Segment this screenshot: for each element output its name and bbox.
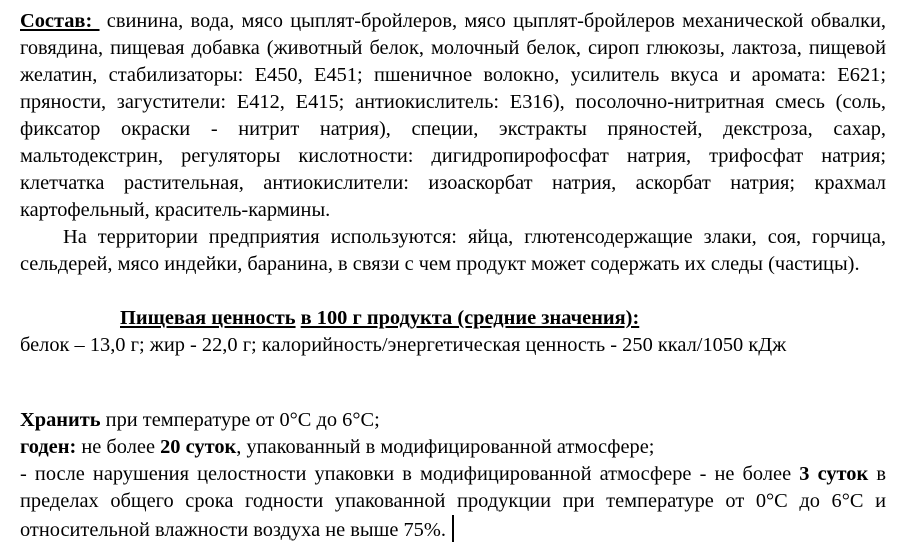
shelf-life-text-2: , упакованный в модифицированной атмосфере; xyxy=(236,436,655,458)
nutrition-values-line: белок – 13,0 г; жир - 22,0 г; калорийность/энергетическая ценность - 250 ккал/1050 кДж xyxy=(20,334,787,356)
nutrition-heading-part2: в 100 г продукта (средние значения): xyxy=(300,307,640,329)
blank-line xyxy=(20,386,886,407)
opened-pack-text-2: в пределах общего срока годности упакованной продукции при температуре от 0°С до 6°С и относительной влажности воздуха не выше 75%. xyxy=(20,463,886,541)
shelf-life-text-1: не более xyxy=(76,436,161,458)
opened-pack-duration: 3 суток xyxy=(799,463,869,485)
nutrition-heading xyxy=(20,305,886,332)
opened-pack-text-1: - после нарушения целостности упаковки в модифицированной атмосфере - не более xyxy=(20,463,800,485)
shelf-life-label: годен: xyxy=(20,436,77,458)
shelf-life-duration: 20 суток xyxy=(160,436,237,458)
nutrition-heading-part1: Пищевая ценность xyxy=(120,307,296,329)
blank-line xyxy=(20,359,886,386)
storage-line-3 xyxy=(20,461,886,544)
allergens-paragraph: На территории предприятия используются: яйца, глютенсодержащие злаки, соя, горчица, сельдерей, мясо индейки, баранина, в связи с чем продукт может содержать их следы (частицы). xyxy=(20,226,886,275)
storage-keep-text: при температуре от 0°С до 6°С; xyxy=(100,409,380,431)
composition-label: Состав: xyxy=(20,10,100,32)
blank-line xyxy=(20,278,886,305)
storage-keep-label: Хранить xyxy=(20,409,101,431)
composition-paragraph xyxy=(20,8,886,224)
storage-line-1 xyxy=(20,407,886,434)
text-cursor xyxy=(452,515,454,542)
composition-body: свинина, вода, мясо цыплят-бройлеров, мясо цыплят-бройлеров механической обвалки, говядина, пищевая добавка (животный белок, молочный белок, сироп глюкозы, лактоза, пищевой желатин, стабилизаторы: Е450, Е451; пшеничное волокно, усилитель вкуса и аромата: Е621; пряности, загустители: Е412, Е415; антиокислитель: Е316), посолочно-нитритная смесь (соль, фиксатор окраски - нитрит натрия), специи, экстракты пряностей, декстроза, сахар, мальтодекстрин, регуляторы кислотности: дигидропирофосфат натрия, трифосфат натрия; клетчатка растительная, антиокислители: изоаскорбат натрия, аскорбат натрия; крахмал картофельный, краситель-кармины. xyxy=(20,10,886,221)
storage-line-2 xyxy=(20,434,886,461)
